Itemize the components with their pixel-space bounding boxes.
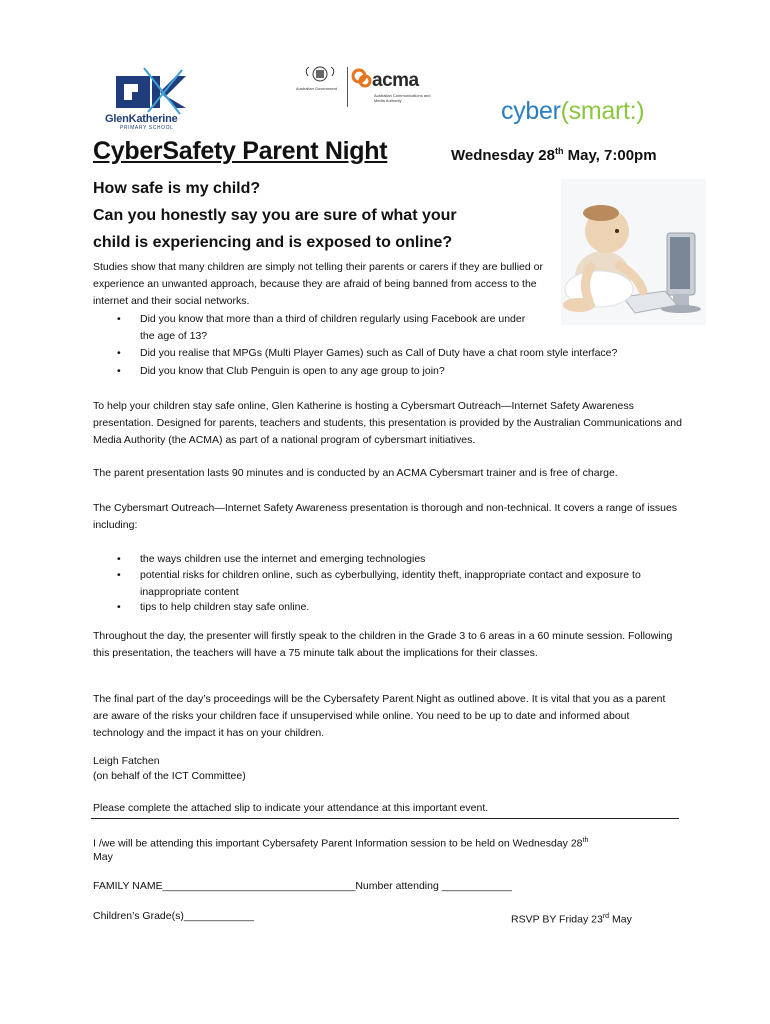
list-item-text: Did you know that more than a third of children regularly using Facebook are under the age of 13? — [140, 313, 526, 342]
event-date-post: May, 7:00pm — [563, 147, 657, 164]
event-date-pre: Wednesday 28 — [451, 147, 555, 164]
family-name-field[interactable]: FAMILY NAME_________________________________Number attending ____________ — [93, 880, 512, 892]
body-paragraph: The Cybersmart Outreach—Internet Safety Awareness presentation is thorough and non-technical. It covers a range of issues including: — [93, 502, 678, 531]
body-paragraph: The final part of the day’s proceedings will be the Cybersafety Parent Night as outlined above. It is vital that you as a parent are aware of the risks your children face if unsupervised while online. You need to be up to date and informed about technology and the impact it has on your children. — [93, 693, 666, 739]
bullet: • — [117, 347, 121, 359]
baby-at-computer-image — [561, 179, 706, 325]
bullet: • — [117, 569, 121, 581]
rsvp-sup: rd — [602, 913, 610, 920]
list-item — [117, 363, 540, 380]
cybersmart-logo — [501, 97, 644, 126]
list-item-text: Did you realise that MPGs (Multi Player Games) such as Call of Duty have a chat room style interface? — [140, 347, 618, 359]
bullet: • — [117, 365, 121, 377]
question-heading: child is experiencing and is exposed to online? — [93, 234, 453, 251]
school-subtitle: PRIMARY SCHOOL — [120, 125, 174, 131]
page-title: CyberSafety Parent Night — [93, 137, 388, 165]
list-item — [117, 311, 540, 345]
acma-subtitle: Australian Communications and Media Authority — [374, 93, 431, 103]
question-heading: Can you honestly say you are sure of what your — [93, 207, 457, 224]
children-grades-field[interactable]: Children’s Grade(s)____________ — [93, 910, 254, 922]
list-item — [117, 599, 680, 616]
body-paragraph: Throughout the day, the presenter will firstly speak to the children in the Grade 3 to 6 areas in a 60 minute session. Following this presentation, the teachers will have a 75 minute talk about the implications for their classes. — [93, 630, 673, 659]
body-paragraph: The parent presentation lasts 90 minutes and is conducted by an ACMA Cybersmart trainer and is free of charge. — [93, 467, 618, 479]
list-item-text: Did you know that Club Penguin is open to any age group to join? — [140, 365, 445, 377]
acma-logo-icon — [351, 68, 373, 88]
rsvp-pre: RSVP BY Friday 23 — [511, 913, 603, 926]
intro-paragraph: Studies show that many children are simply not telling their parents or carers if they are bullied or experience an unwanted approach, because they are afraid of being banned from access to the internet and their social networks. — [93, 261, 543, 307]
question-heading: How safe is my child? — [93, 180, 261, 197]
list-item-text: tips to help children stay safe online. — [140, 601, 310, 613]
rsvp-post: May — [609, 913, 632, 926]
list-item — [117, 567, 680, 601]
bullet: • — [117, 601, 121, 613]
rsvp-date — [511, 908, 632, 929]
body-paragraph: To help your children stay safe online, Glen Katherine is hosting a Cybersmart Outreach—Internet Safety Awareness presentation. Designed for parents, teachers and students, this presentation is provided by the Australian Communications and Media Authority (the ACMA) as part of a national program of cybersmart initiatives. — [93, 400, 682, 446]
list-item-text: potential risks for children online, such as cyberbullying, identity theft, inappropriate contact and exposure to inappropriate content — [140, 569, 641, 598]
slip-attendance-text: I /we will be attending this important Cybersafety Parent Information session to be held on Wednesday 28 — [93, 837, 583, 850]
slip-attendance-line — [93, 832, 673, 853]
slip-attendance-month: May — [93, 851, 113, 863]
list-item — [117, 551, 680, 568]
signature-role: (on behalf of the ICT Committee) — [93, 770, 246, 782]
acma-wordmark: acma — [372, 70, 419, 91]
list-item — [117, 345, 700, 362]
cybersmart-logo-part1: cyber — [501, 97, 561, 125]
list-item-text: the ways children use the internet and emerging technologies — [140, 553, 426, 565]
slip-instruction: Please complete the attached slip to indicate your attendance at this important event. — [93, 802, 489, 814]
bullet: • — [117, 553, 121, 565]
bullet: • — [117, 313, 121, 325]
event-date — [451, 146, 657, 164]
school-name: GlenKatherine — [105, 113, 178, 125]
government-crest-icon — [300, 64, 340, 86]
event-date-sup: th — [554, 146, 564, 156]
cybersmart-logo-part2: (smart:) — [560, 97, 645, 125]
government-label: Australian Government — [296, 86, 337, 91]
signature-name: Leigh Fatchen — [93, 755, 160, 767]
slip-divider — [91, 818, 679, 819]
logo-divider — [347, 67, 348, 107]
slip-attendance-sup: th — [582, 837, 589, 844]
